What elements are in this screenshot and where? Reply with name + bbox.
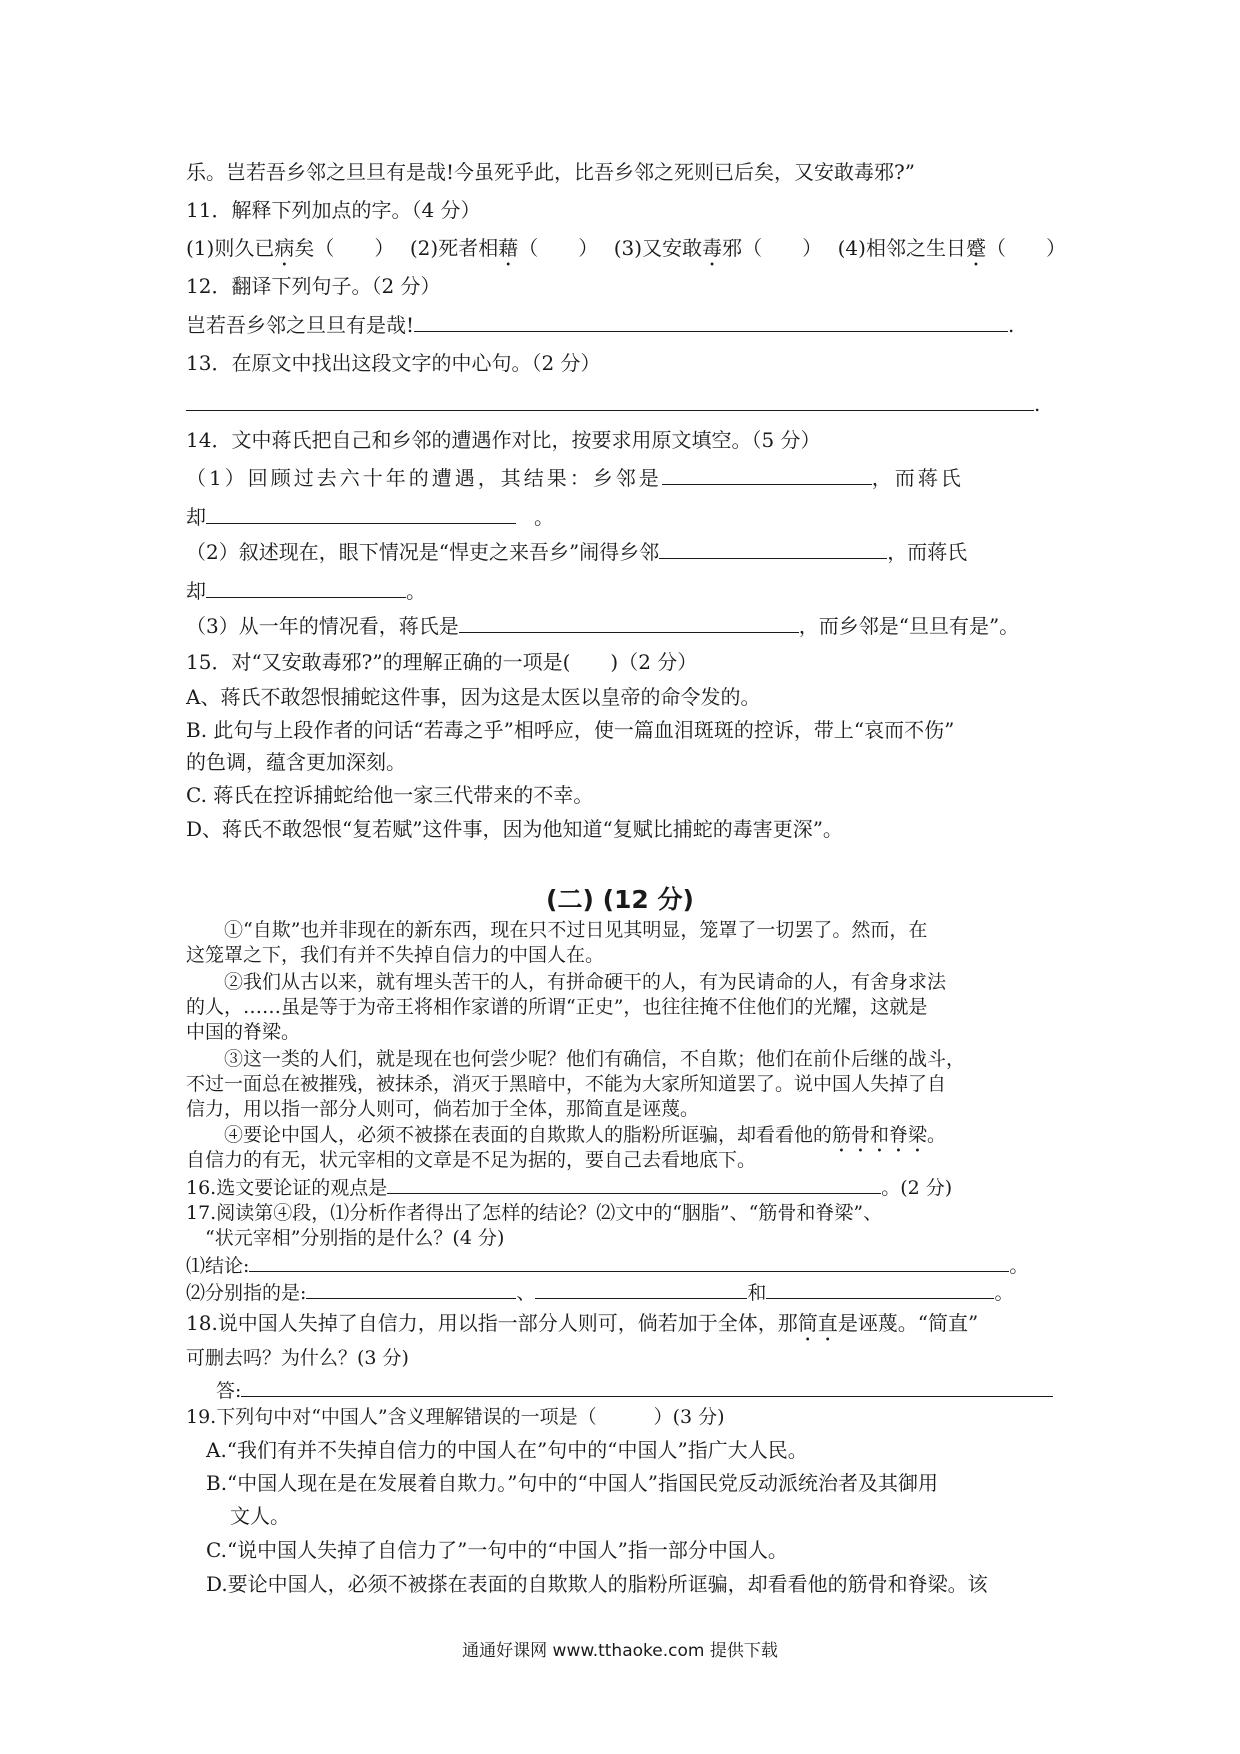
option-c[interactable]: C.“说中国人失掉了自信力了”一句中的“中国人”指一部分中国人。 <box>206 1538 788 1562</box>
question-16: 16.选文要论证的观点是 。(2 分) <box>186 1177 953 1199</box>
passage-paragraph-3-end: 信力，用以指一部分人则可，倘若加于全体，那简直是诬蔑。 <box>186 1098 700 1120</box>
option-b-cont: 文人。 <box>230 1504 290 1528</box>
question-14-1-cont: 却 。 <box>186 505 554 529</box>
question-18: 18.说中国人失掉了自信力，用以指一部分人则可，倘若加于全体，那简直是诬蔑。“简直” <box>186 1311 979 1335</box>
answer-blank[interactable] <box>249 1253 1009 1272</box>
answer-blank[interactable] <box>459 612 799 633</box>
answer-blank[interactable] <box>535 1280 747 1299</box>
passage-paragraph-3: ③这一类的人们，就是现在也何尝少呢？他们有确信，不自欺；他们在前仆后继的战斗， <box>186 1048 966 1070</box>
answer-blank[interactable] <box>414 311 1008 332</box>
question-18-cont: 可删去吗？为什么？(3 分) <box>186 1347 409 1369</box>
passage-paragraph-2: ②我们从古以来，就有埋头苦干的人，有拼命硬干的人，有为民请命的人，有舍身求法 <box>186 971 947 993</box>
option-b[interactable]: B. 此句与上段作者的问话“若毒之乎”相呼应，使一篇血泪斑斑的控诉，带上“哀而不伤” <box>186 718 955 742</box>
question-18-answer: 答: <box>216 1378 1053 1404</box>
question-19: 19.下列句中对“中国人”含义理解错误的一项是（ ）(3 分) <box>186 1406 725 1428</box>
question-14-1: （1）回顾过去六十年的遭遇，其结果：乡邻是 ，而蒋氏 <box>186 466 964 490</box>
q11-item-3[interactable]: (3)又安敢毒邪（ ） <box>613 236 823 260</box>
passage-paragraph-4-cont: 自信力的有无，状元宰相的文章是不足为据的，要自己去看地底下。 <box>186 1149 757 1171</box>
question-13: 13．在原文中找出这段文字的中心句。（2 分） <box>186 351 601 375</box>
section-heading: (二) (12 分) <box>546 885 694 914</box>
question-11-items <box>186 234 1066 271</box>
question-13-line: . <box>186 390 1040 418</box>
answer-blank[interactable] <box>206 503 516 524</box>
option-b-cont: 的色调，蕴含更加深刻。 <box>186 750 406 774</box>
question-17-1: ⑴结论: 。 <box>186 1255 1029 1277</box>
passage-paragraph-1-cont: 这笼罩之下，我们有并不失掉自信力的中国人在。 <box>186 944 605 966</box>
question-12: 12．翻译下列句子。（2 分） <box>186 274 441 298</box>
footer-credit: 通通好课网 www.tthaoke.com 提供下载 <box>462 1641 778 1661</box>
answer-blank[interactable] <box>306 1280 516 1299</box>
option-a[interactable]: A、蒋氏不敢怨恨捕蛇这件事，因为这是太医以皇帝的命令发的。 <box>186 685 761 709</box>
option-d[interactable]: D、蒋氏不敢怨恨“复若赋”这件事，因为他知道“复赋比捕蛇的毒害更深”。 <box>186 817 843 841</box>
question-14-3: （3）从一年的情况看，蒋氏是 ，而乡邻是“旦旦有是”。 <box>186 614 1020 638</box>
question-14-2-cont: 却 。 <box>186 579 426 603</box>
passage-paragraph-1: ①“自欺”也并非现在的新东西，现在只不过日见其明显，笼罩了一切罢了。然而，在 <box>186 919 928 941</box>
passage-paragraph-4: ④要论中国人，必须不被搽在表面的自欺欺人的脂粉所诓骗，却看看他的筋骨和脊梁。 <box>186 1124 947 1146</box>
question-14-2: （2）叙述现在，眼下情况是“悍吏之来吾乡”闹得乡邻 ，而蒋氏 <box>186 540 968 564</box>
q11-item-2[interactable]: (2)死者相藉（ ） <box>409 236 599 260</box>
answer-blank[interactable] <box>662 464 872 485</box>
question-12-line: 岂若吾乡邻之旦旦有是哉! . <box>186 313 1015 337</box>
option-c[interactable]: C. 蒋氏在控诉捕蛇给他一家三代带来的不幸。 <box>186 783 594 807</box>
answer-blank[interactable] <box>206 577 406 598</box>
question-17-2: ⑵分别指的是: 、 和 。 <box>186 1282 1014 1304</box>
passage-paragraph-3-cont: 不过一面总在被摧残，被抹杀，消灭于黑暗中，不能为大家所知道罢了。说中国人失掉了自 <box>186 1073 947 1095</box>
question-15: 15．对“又安敢毒邪?”的理解正确的一项是( )（2 分） <box>186 650 698 674</box>
option-d[interactable]: D.要论中国人，必须不被搽在表面的自欺欺人的脂粉所诓骗，却看看他的筋骨和脊梁。该 <box>206 1572 988 1596</box>
question-14: 14．文中蒋氏把自己和乡邻的遭遇作对比，按要求用原文填空。（5 分） <box>186 428 821 452</box>
answer-blank[interactable] <box>766 1280 994 1299</box>
question-17-cont: “状元宰相”分别指的是什么？(4 分) <box>186 1227 505 1249</box>
question-11: 11．解释下列加点的字。（4 分） <box>186 198 481 222</box>
passage-paragraph-2-cont: 的人，……虽是等于为帝王将相作家谱的所谓“正史”，也往往掩不住他们的光耀，这就是 <box>186 996 928 1018</box>
option-b[interactable]: B.“中国人现在是在发展着自欺力。”句中的“中国人”指国民党反动派统治者及其御用 <box>206 1471 938 1495</box>
answer-blank[interactable] <box>387 1175 881 1194</box>
answer-blank[interactable] <box>186 390 1034 411</box>
answer-blank[interactable] <box>241 1378 1053 1397</box>
question-17: 17.阅读第④段，⑴分析作者得出了怎样的结论？⑵文中的“胭脂”、“筋骨和脊梁”、 <box>186 1202 883 1224</box>
q11-item-4[interactable]: (4)相邻之生日蹙（ ） <box>837 236 1066 260</box>
answer-blank[interactable] <box>659 538 887 559</box>
passage-paragraph-2-end: 中国的脊梁。 <box>186 1021 301 1043</box>
passage-line: 乐。岂若吾乡邻之旦旦有是哉!今虽死乎此，比吾乡邻之死则已后矣，又安敢毒邪?” <box>186 160 915 184</box>
option-a[interactable]: A.“我们有并不失掉自信力的中国人在”句中的“中国人”指广大人民。 <box>206 1438 808 1462</box>
q11-item-1[interactable]: (1)则久已病矣（ ） <box>186 236 395 260</box>
